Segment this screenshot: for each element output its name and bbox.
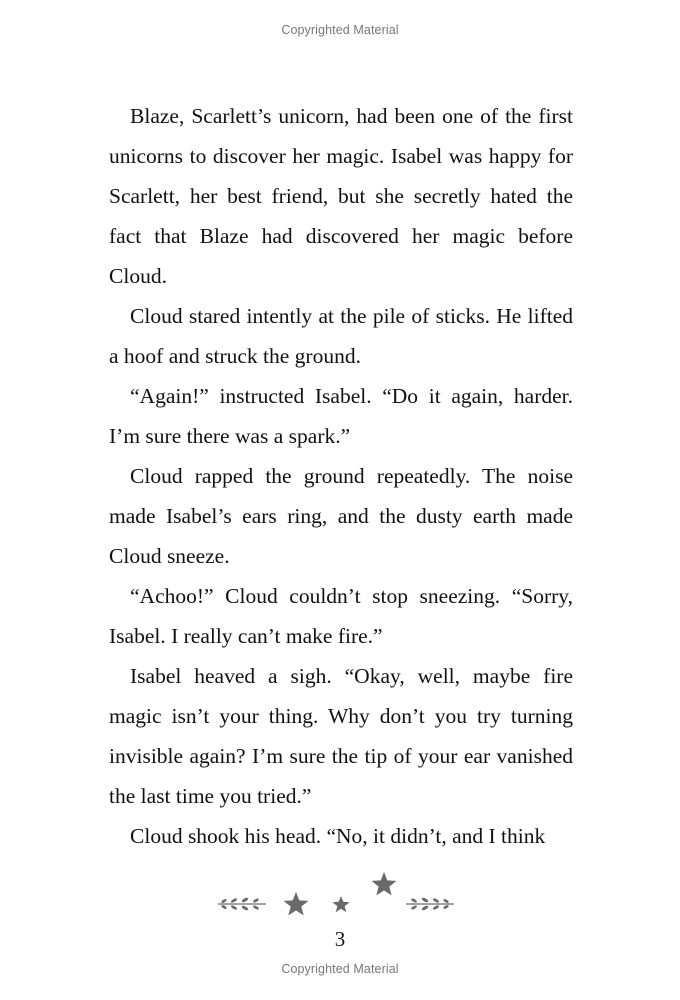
right-sprig-icon: [406, 897, 454, 911]
paragraph: Cloud stared intently at the pile of sticks. He lifted a hoof and struck the ground.: [109, 304, 573, 368]
paragraph: Cloud shook his head. “No, it didn’t, and I think: [130, 824, 546, 848]
star-icon: [332, 896, 349, 912]
paragraph: Cloud rapped the ground repeatedly. The noise made Isabel’s ears ring, and the dusty earth made Cloud sneeze.: [109, 464, 573, 568]
page-body-text: [109, 96, 573, 856]
star-icon: [372, 872, 397, 895]
paragraph: Isabel heaved a sigh. “Okay, well, maybe fire magic isn’t your thing. Why don’t you try turning invisible again? I’m sure the tip of your ear vanished the last time you tried.”: [109, 664, 573, 808]
star-icon: [284, 892, 309, 915]
copyright-watermark-bottom: Copyrighted Material: [281, 962, 399, 976]
left-sprig-icon: [218, 897, 266, 911]
copyright-watermark-top: Copyrighted Material: [281, 23, 399, 37]
stars-ornament-icon: [216, 868, 466, 920]
paragraph: “Again!” instructed Isabel. “Do it again, harder. I’m sure there was a spark.”: [109, 384, 573, 448]
paragraph: Blaze, Scarlett’s unicorn, had been one of the first unicorns to discover her magic. Isabel was happy for Scarlett, her best friend, but she secretly hated the fact that Blaze had discovered her magic before Cloud.: [109, 104, 573, 288]
page-number: 3: [334, 927, 346, 951]
paragraph: “Achoo!” Cloud couldn’t stop sneezing. “Sorry, Isabel. I really can’t make fire.”: [109, 584, 573, 648]
